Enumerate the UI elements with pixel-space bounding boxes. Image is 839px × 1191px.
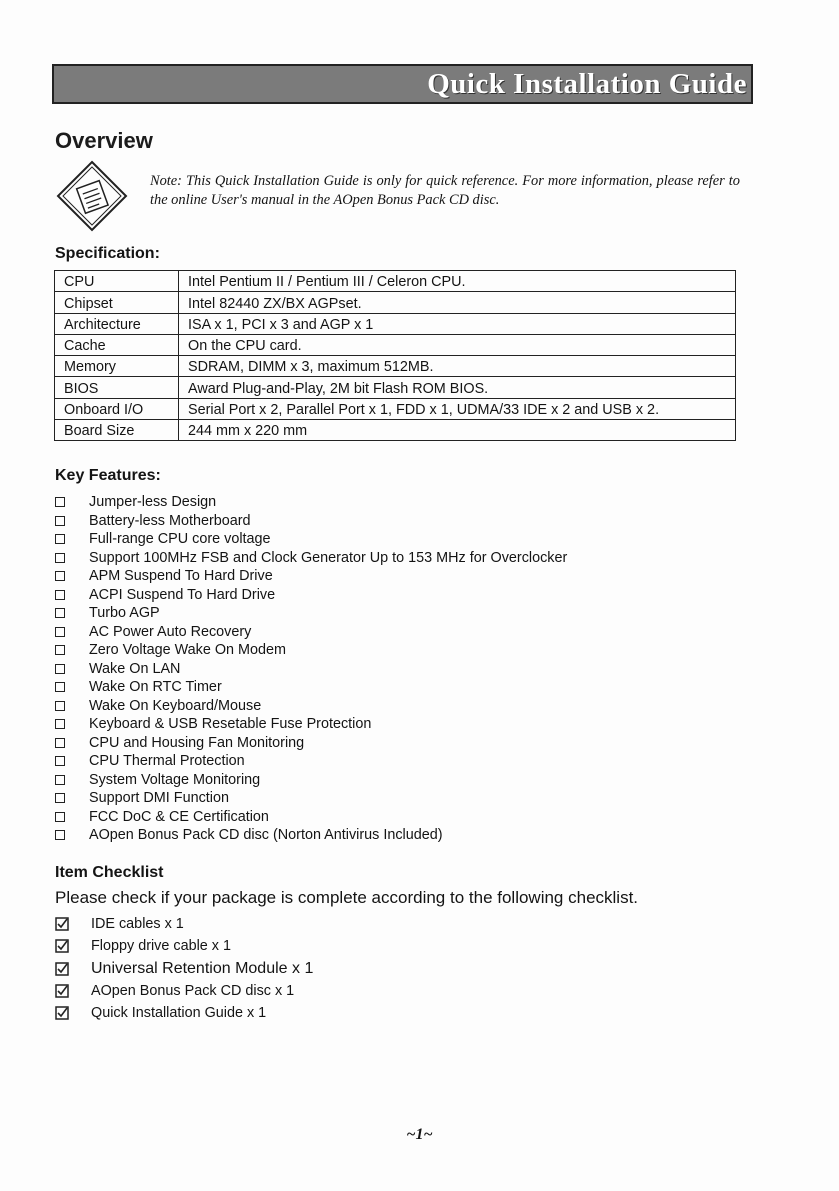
feature-label: AC Power Auto Recovery xyxy=(89,623,252,640)
key-features-heading: Key Features: xyxy=(55,467,161,484)
spec-label: Cache xyxy=(55,334,179,355)
spec-value: Intel Pentium II / Pentium III / Celeron CPU. xyxy=(179,271,736,292)
feature-item xyxy=(55,493,567,512)
feature-item xyxy=(55,771,567,790)
checklist-label: Quick Installation Guide x 1 xyxy=(91,1005,267,1022)
empty-checkbox-icon xyxy=(55,719,65,729)
feature-label: System Voltage Monitoring xyxy=(89,771,261,788)
feature-label: Wake On Keyboard/Mouse xyxy=(89,697,262,714)
checklist-label: AOpen Bonus Pack CD disc x 1 xyxy=(91,983,295,1000)
empty-checkbox-icon xyxy=(55,627,65,637)
checked-box-icon xyxy=(55,1006,69,1020)
spec-row xyxy=(55,271,736,292)
specification-table xyxy=(54,270,736,441)
spec-value: Intel 82440 ZX/BX AGPset. xyxy=(179,292,736,313)
checklist-item xyxy=(55,913,313,935)
spec-row xyxy=(55,398,736,419)
feature-label: Jumper-less Design xyxy=(89,494,217,511)
empty-checkbox-icon xyxy=(55,682,65,692)
checklist-label: Floppy drive cable x 1 xyxy=(91,938,231,955)
checklist-item xyxy=(55,980,313,1002)
feature-item xyxy=(55,623,567,642)
feature-item xyxy=(55,549,567,568)
feature-label: Support DMI Function xyxy=(89,790,229,807)
feature-label: Support 100MHz FSB and Clock Generator Up to 153 MHz for Overclocker xyxy=(89,549,568,566)
feature-item xyxy=(55,586,567,605)
checklist-label: IDE cables x 1 xyxy=(91,916,184,933)
spec-value: Serial Port x 2, Parallel Port x 1, FDD x 1, UDMA/33 IDE x 2 and USB x 2. xyxy=(179,398,736,419)
feature-label: Turbo AGP xyxy=(89,605,160,622)
feature-label: CPU and Housing Fan Monitoring xyxy=(89,734,305,751)
feature-label: Wake On RTC Timer xyxy=(89,679,222,696)
overview-heading: Overview xyxy=(55,128,153,153)
empty-checkbox-icon xyxy=(55,590,65,600)
checklist-item xyxy=(55,1002,313,1024)
feature-label: Battery-less Motherboard xyxy=(89,512,251,529)
checked-box-icon xyxy=(55,962,69,976)
feature-label: APM Suspend To Hard Drive xyxy=(89,568,273,585)
checklist-intro: Please check if your package is complete according to the following checklist. xyxy=(55,888,639,907)
spec-label: Architecture xyxy=(55,313,179,334)
empty-checkbox-icon xyxy=(55,608,65,618)
spec-value: 244 mm x 220 mm xyxy=(179,420,736,441)
feature-label: CPU Thermal Protection xyxy=(89,753,245,770)
empty-checkbox-icon xyxy=(55,516,65,526)
empty-checkbox-icon xyxy=(55,775,65,785)
spec-row xyxy=(55,292,736,313)
feature-label: Zero Voltage Wake On Modem xyxy=(89,642,287,659)
item-checklist xyxy=(55,913,313,1024)
feature-item xyxy=(55,734,567,753)
empty-checkbox-icon xyxy=(55,756,65,766)
feature-label: Wake On LAN xyxy=(89,660,181,677)
specification-heading: Specification: xyxy=(55,245,160,262)
spec-value: On the CPU card. xyxy=(179,334,736,355)
page-number: ~1~ xyxy=(406,1126,433,1143)
empty-checkbox-icon xyxy=(55,701,65,711)
note-pad-icon xyxy=(56,160,128,232)
overview-note: Note: This Quick Installation Guide is only for quick reference. For more information, please refer to the online User's manual in the AOpen Bonus Pack CD disc. xyxy=(150,173,740,208)
spec-value: SDRAM, DIMM x 3, maximum 512MB. xyxy=(179,356,736,377)
item-checklist-heading: Item Checklist xyxy=(55,864,164,881)
feature-item xyxy=(55,697,567,716)
feature-item xyxy=(55,530,567,549)
feature-item xyxy=(55,808,567,827)
checklist-item xyxy=(55,958,313,980)
empty-checkbox-icon xyxy=(55,812,65,822)
empty-checkbox-icon xyxy=(55,497,65,507)
feature-label: FCC DoC & CE Certification xyxy=(89,808,269,825)
empty-checkbox-icon xyxy=(55,830,65,840)
feature-item xyxy=(55,641,567,660)
feature-item xyxy=(55,567,567,586)
feature-item xyxy=(55,678,567,697)
spec-label: Chipset xyxy=(55,292,179,313)
spec-label: CPU xyxy=(55,271,179,292)
empty-checkbox-icon xyxy=(55,664,65,674)
spec-label: Board Size xyxy=(55,420,179,441)
feature-item xyxy=(55,826,567,845)
spec-value: ISA x 1, PCI x 3 and AGP x 1 xyxy=(179,313,736,334)
empty-checkbox-icon xyxy=(55,534,65,544)
checked-box-icon xyxy=(55,917,69,931)
spec-value: Award Plug-and-Play, 2M bit Flash ROM BIOS. xyxy=(179,377,736,398)
spec-row xyxy=(55,356,736,377)
checked-box-icon xyxy=(55,939,69,953)
feature-label: Full-range CPU core voltage xyxy=(89,531,271,548)
checked-box-icon xyxy=(55,984,69,998)
empty-checkbox-icon xyxy=(55,571,65,581)
empty-checkbox-icon xyxy=(55,645,65,655)
banner-title: Quick Installation Guide xyxy=(427,68,747,100)
feature-item xyxy=(55,660,567,679)
key-features-list xyxy=(55,493,567,845)
spec-row xyxy=(55,334,736,355)
feature-label: Keyboard & USB Resetable Fuse Protection xyxy=(89,716,372,733)
empty-checkbox-icon xyxy=(55,793,65,803)
feature-item xyxy=(55,512,567,531)
spec-row xyxy=(55,420,736,441)
title-banner xyxy=(52,64,753,104)
feature-label: ACPI Suspend To Hard Drive xyxy=(89,586,276,603)
spec-row xyxy=(55,313,736,334)
feature-label: AOpen Bonus Pack CD disc (Norton Antivirus Included) xyxy=(89,827,443,844)
spec-row xyxy=(55,377,736,398)
spec-label: Onboard I/O xyxy=(55,398,179,419)
feature-item xyxy=(55,752,567,771)
checklist-item xyxy=(55,935,313,957)
feature-item xyxy=(55,715,567,734)
empty-checkbox-icon xyxy=(55,553,65,563)
feature-item xyxy=(55,789,567,808)
spec-label: Memory xyxy=(55,356,179,377)
checklist-label: Universal Retention Module x 1 xyxy=(91,959,314,977)
spec-label: BIOS xyxy=(55,377,179,398)
empty-checkbox-icon xyxy=(55,738,65,748)
feature-item xyxy=(55,604,567,623)
